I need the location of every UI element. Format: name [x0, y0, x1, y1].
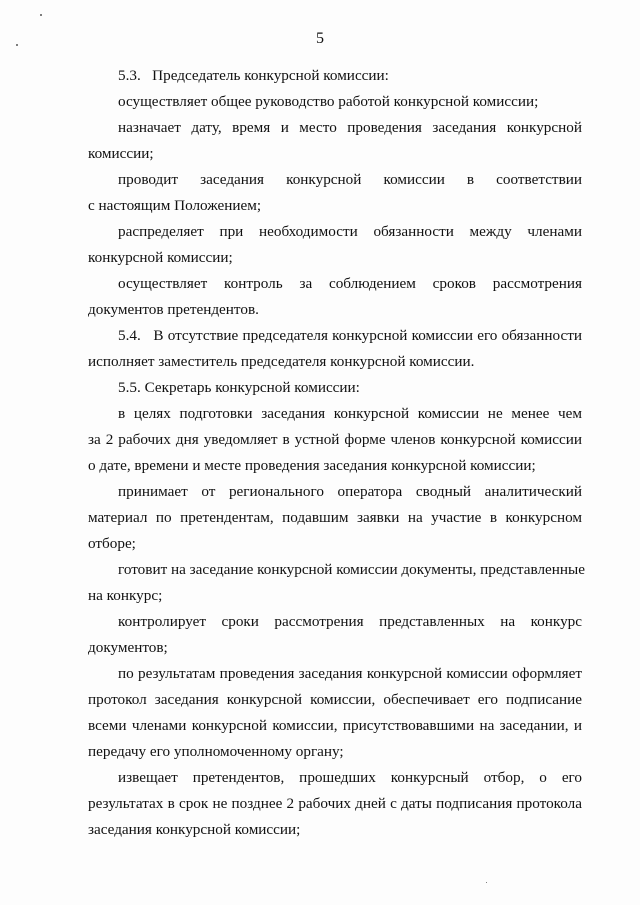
text-line: на конкурс;: [88, 587, 163, 604]
text-line: принимает от регионального оператора сводный аналитический: [118, 483, 582, 500]
text-line: в целях подготовки заседания конкурсной комиссии не менее чем: [118, 405, 582, 422]
paragraph: [88, 401, 582, 479]
text-line: извещает претендентов, прошедших конкурсный отбор, о его: [118, 769, 582, 786]
paragraph: [88, 661, 582, 765]
paragraph: [88, 167, 582, 219]
text-line: материал по претендентам, подавшим заявки на участие в конкурсном: [88, 509, 582, 526]
text-line: за 2 рабочих дня уведомляет в устной форме членов конкурсной комиссии: [88, 431, 582, 448]
paragraph: [88, 63, 582, 89]
text-line: 5.3. Председатель конкурсной комиссии:: [118, 67, 389, 84]
text-line: передачу его уполномоченному органу;: [88, 743, 344, 760]
text-line: по результатам проведения заседания конкурсной комиссии оформляет: [118, 665, 582, 682]
text-line: протокол заседания конкурсной комиссии, обеспечивает его подписание: [88, 691, 582, 708]
text-line: с настоящим Положением;: [88, 197, 262, 214]
text-line: готовит на заседание конкурсной комиссии документы, представленные: [118, 561, 585, 578]
paragraph: [88, 271, 582, 323]
text-line: отборе;: [88, 535, 136, 552]
text-line: комиссии;: [88, 145, 154, 162]
text-line: 5.5. Секретарь конкурсной комиссии:: [118, 379, 360, 396]
text-line: контролирует сроки рассмотрения представленных на конкурс: [118, 613, 582, 630]
paragraph: [88, 609, 582, 661]
document-body: [88, 63, 585, 843]
text-line: осуществляет контроль за соблюдением сроков рассмотрения: [118, 275, 582, 292]
text-line: распределяет при необходимости обязанности между членами: [118, 223, 582, 240]
paragraph: [88, 323, 582, 375]
text-line: исполняет заместитель председателя конкурсной комиссии.: [88, 353, 475, 370]
text-line: заседания конкурсной комиссии;: [88, 821, 301, 838]
text-line: документов;: [88, 639, 168, 656]
scan-speck: [40, 14, 42, 16]
paragraph: [88, 557, 585, 609]
page-number: 5: [316, 30, 324, 47]
text-line: документов претендентов.: [88, 301, 259, 318]
paragraph: [88, 375, 582, 401]
paragraph: [88, 765, 582, 843]
text-line: проводит заседания конкурсной комиссии в соответствии: [118, 171, 582, 188]
text-line: всеми членами конкурсной комиссии, присутствовавшими на заседании, и: [88, 717, 582, 734]
scan-speck: [16, 44, 18, 46]
paragraph: [88, 89, 582, 115]
text-line: о дате, времени и месте проведения заседания конкурсной комиссии;: [88, 457, 536, 474]
scan-speck: [486, 882, 487, 883]
text-line: конкурсной комиссии;: [88, 249, 233, 266]
paragraph: [88, 219, 582, 271]
paragraph: [88, 115, 582, 167]
text-line: результатах в срок не позднее 2 рабочих дней с даты подписания протокола: [88, 795, 582, 812]
text-line: 5.4. В отсутствие председателя конкурсной комиссии его обязанности: [118, 327, 582, 344]
text-line: осуществляет общее руководство работой конкурсной комиссии;: [118, 93, 539, 110]
paragraph: [88, 479, 582, 557]
text-line: назначает дату, время и место проведения заседания конкурсной: [118, 119, 582, 136]
